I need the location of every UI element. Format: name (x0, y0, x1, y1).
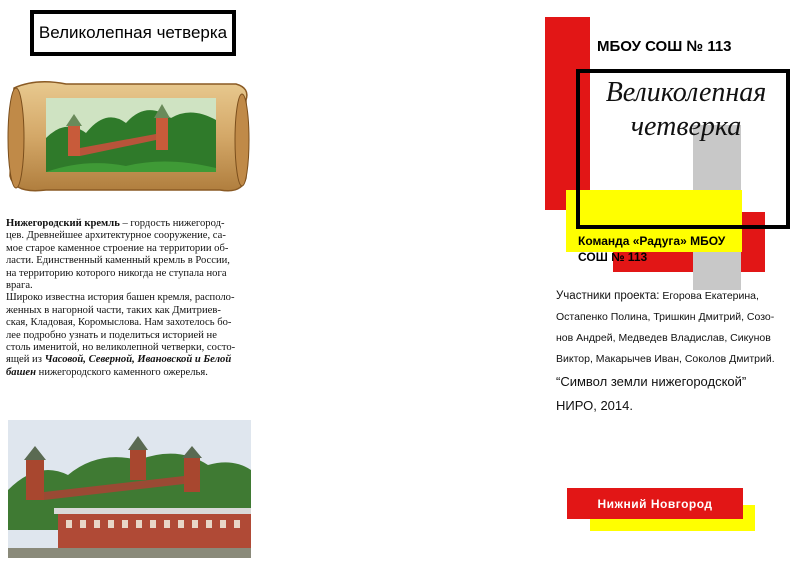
kremlin-photo (8, 420, 251, 558)
kremlin-bold-term: Нижегородский кремль (6, 218, 120, 229)
publisher-year: НИРО, 2014. (556, 398, 633, 413)
kremlin-description (6, 218, 254, 379)
cover-title: Великолепная четверка (605, 77, 767, 142)
city-name: Нижний Новгород (597, 496, 713, 511)
left-title: Великолепная четверка (38, 23, 228, 42)
team-name: Команда «Радуга» МБОУ СОШ № 113 (578, 234, 726, 264)
kremlin-scroll-image (6, 78, 251, 196)
paragraph-2: Широко известна история башен кремля, располо- женных в нагорной части, таких как Дмитриев- ская, Кладовая, Коромыслова. Нам захотелось бо- лее подробно узнать и поделиться историей не столь именитой, но великолепной четверки, состо- ящей из Часовой, Северной, Ивановской и Белой башен нижегородского каменного ожерелья. (6, 292, 236, 378)
project-symbol-title: “Символ земли нижегородской” (556, 374, 747, 389)
city-banner (567, 488, 743, 519)
towers-names: Часовой, Северной, Ивановской и Белой (44, 354, 232, 366)
paragraph-1: Нижегородский кремль – гордость нижегород- цев. Древнейшее архитектурное сооружение, са- мое старое каменное строение на территории об- ласти. Единственный каменный кремль в России, на территорию которого никогда не ступала нога врага. (6, 218, 230, 292)
project-members: Участники проекта: Егорова Екатерина, Остапенко Полина, Тришкин Дмитрий, Созо- нов Андрей, Медведев Владислав, Сикунов Виктор, Макарычев Иван, Соколов Дмитрий. (556, 290, 775, 365)
school-name: МБОУ СОШ № 113 (597, 38, 732, 55)
left-title-box (30, 10, 236, 56)
members-label: Участники проекта: (556, 290, 660, 302)
